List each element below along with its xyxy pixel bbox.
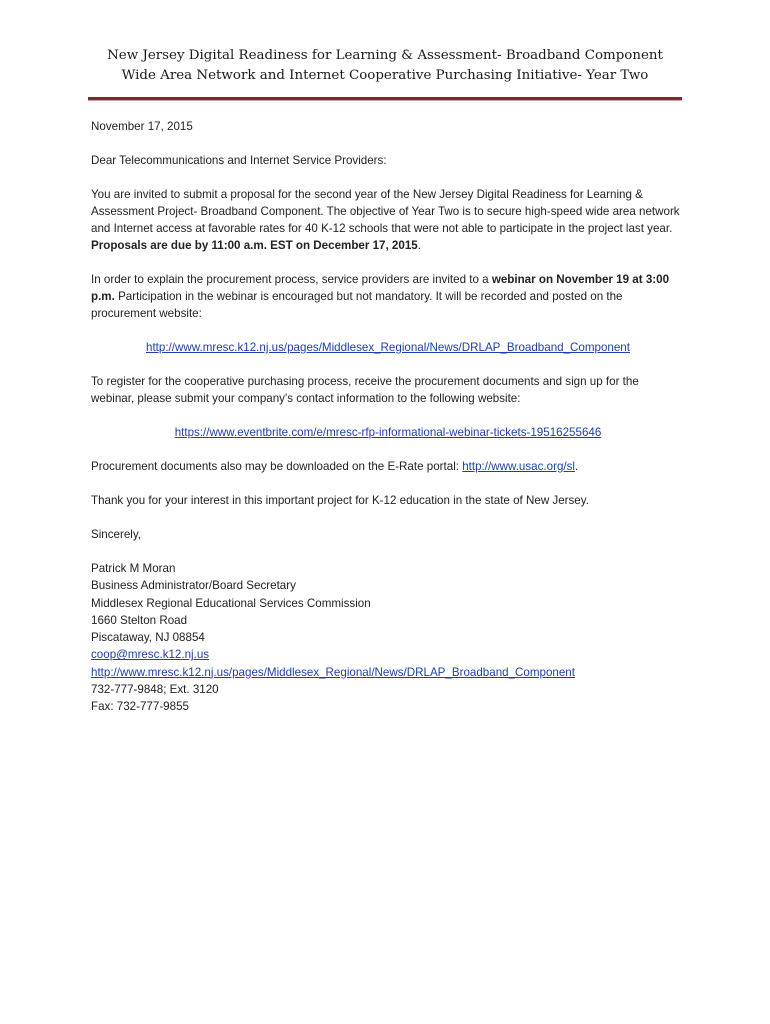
- signature-email-link[interactable]: coop@mresc.k12.nj.us: [91, 648, 210, 662]
- webinar-text: In order to explain the procurement process, service providers are invited to a: [91, 273, 492, 286]
- header-line-2: Wide Area Network and Internet Cooperative Purchasing Initiative- Year Two: [121, 68, 649, 83]
- letter-date: November 17, 2015: [91, 120, 193, 133]
- erate-end: .: [574, 460, 579, 473]
- paragraph-register: To register for the cooperative purchasing process, receive the procurement documents and sign up for the webinar, please submit your company's contact information to the following website:: [91, 375, 639, 405]
- webinar-date-text: webinar on November 19 at 3:00 p.m.: [91, 273, 670, 303]
- webinar-end: Participation in the webinar is encouraged but not mandatory. It will be recorded and posted on the procurement website:: [91, 290, 623, 320]
- paragraph-invitation: [91, 186, 685, 254]
- paragraph-thanks: Thank you for your interest in this important project for K-12 education in the state of New Jersey.: [91, 494, 589, 507]
- deadline-text: Proposals are due by 11:00 a.m. EST on December 17, 2015: [91, 239, 418, 252]
- paragraph-erate: [91, 458, 685, 475]
- invitation-text: You are invited to submit a proposal for the second year of the New Jersey Digital Readiness for Learning & Assessment Project- Broadband Component. The objective of Year Two is to secure high-speed wide area network and Internet access at favorable rates for 40 K-12 schools that were not able to participate in the project last year.: [91, 188, 680, 235]
- signature-phone: 732-777-9848; Ext. 3120: [91, 683, 219, 697]
- paragraph-webinar: [91, 271, 685, 322]
- document-header: [0, 46, 770, 86]
- paragraph-link-2: [91, 424, 685, 441]
- paragraph-link-1: [91, 339, 685, 356]
- procurement-website-link[interactable]: http://www.mresc.k12.nj.us/pages/Middlesex_Regional/News/DRLAP_Broadband_Component: [146, 341, 630, 354]
- erate-text: Procurement documents also may be downloaded on the E-Rate portal:: [91, 460, 463, 473]
- signature-fax: Fax: 732-777-9855: [91, 700, 189, 714]
- letter-salutation: Dear Telecommunications and Internet Service Providers:: [91, 154, 387, 167]
- signature-org: Middlesex Regional Educational Services Commission: [91, 596, 371, 610]
- signature-city: Piscataway, NJ 08854: [91, 631, 205, 645]
- signature-title: Business Administrator/Board Secretary: [91, 579, 296, 593]
- usac-link[interactable]: http://www.usac.org/sl: [462, 460, 575, 473]
- signature-block: [91, 560, 685, 716]
- signature-url-link[interactable]: http://www.mresc.k12.nj.us/pages/Middlesex_Regional/News/DRLAP_Broadband_Component: [91, 665, 575, 679]
- signature-street: 1660 Stelton Road: [91, 613, 188, 627]
- signature-name: Patrick M Moran: [91, 562, 176, 575]
- header-rule: [88, 97, 682, 101]
- header-line-1: New Jersey Digital Readiness for Learning & Assessment- Broadband Component: [107, 48, 663, 63]
- eventbrite-link[interactable]: https://www.eventbrite.com/e/mresc-rfp-informational-webinar-tickets-19516255646: [174, 426, 602, 439]
- letter-closing: Sincerely,: [91, 528, 142, 541]
- invitation-end: .: [417, 239, 421, 252]
- letter-body: [91, 118, 685, 716]
